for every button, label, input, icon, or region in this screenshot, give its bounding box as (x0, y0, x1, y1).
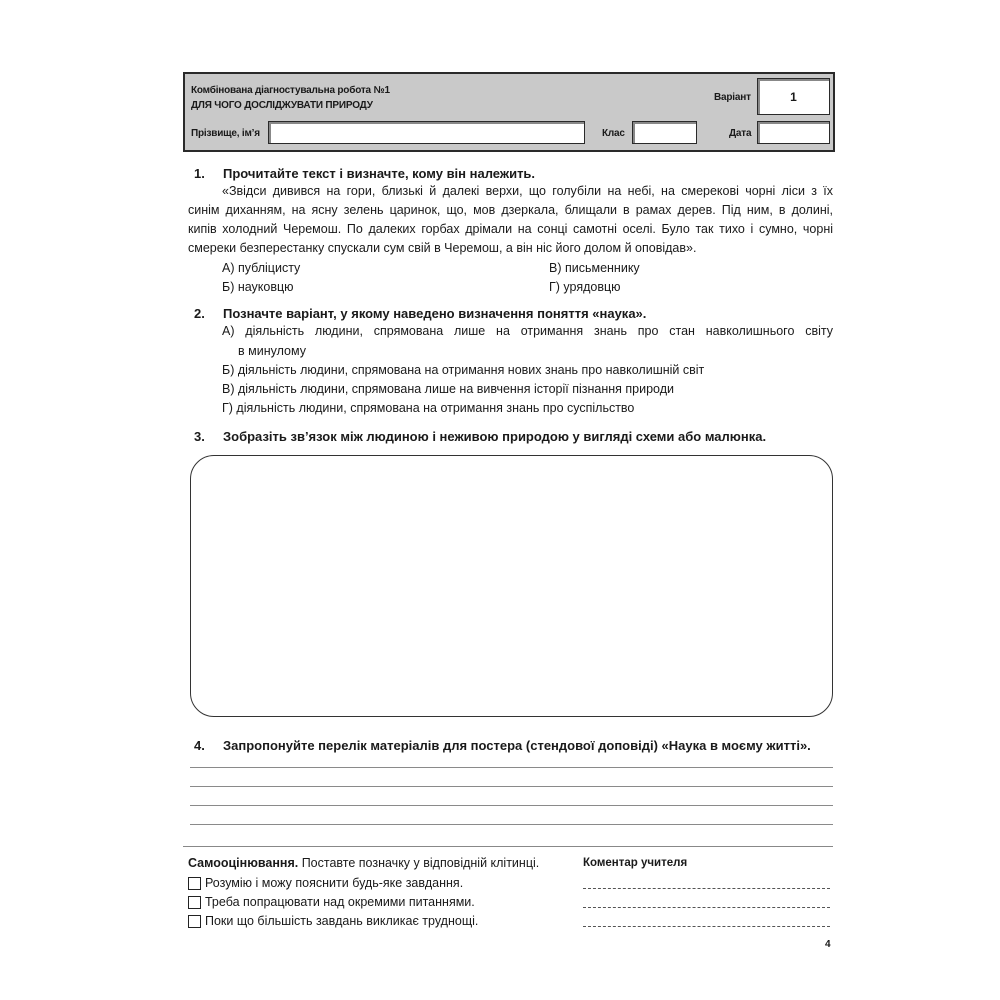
q2-option-c[interactable]: В) діяльність людини, спрямована лише на вивчення історії пізнання природи (222, 382, 674, 396)
self-item-2: Треба попрацювати над окремими питаннями. (205, 895, 475, 909)
variant-box (757, 78, 830, 115)
q1-passage-line-2: синім диханням, на ясну зелень царинок, що, мов дзеркала, блищали в рамах дерев. Під ним, в долині, (188, 203, 833, 217)
self-assessment-instruction: Поставте позначку у відповідній клітинці. (298, 856, 540, 870)
q1-option-d[interactable]: Г) урядовцю (549, 280, 621, 294)
q4-number: 4. (194, 738, 205, 753)
answer-line[interactable] (190, 824, 833, 825)
comment-line[interactable] (583, 907, 830, 908)
date-label: Дата (729, 128, 752, 139)
comment-line[interactable] (583, 926, 830, 927)
date-field[interactable] (757, 121, 830, 144)
work-title: Комбінована діагностувальна робота №1 (191, 85, 390, 96)
topic-title: ДЛЯ ЧОГО ДОСЛІДЖУВАТИ ПРИРОДУ (191, 100, 373, 111)
q1-number: 1. (194, 166, 205, 181)
page-number: 4 (825, 939, 831, 950)
variant-label: Варіант (714, 92, 751, 103)
q1-option-b[interactable]: Б) науковцю (222, 280, 294, 294)
q2-prompt: Позначте варіант, у якому наведено визначення поняття «наука». (223, 306, 647, 321)
name-label: Прізвище, ім’я (191, 128, 260, 139)
self-item-1: Розумію і можу пояснити будь-яке завдання. (205, 876, 464, 890)
q1-option-c[interactable]: В) письменнику (549, 261, 640, 275)
q1-passage-line-3: кипів холодний Черемош. По далеких горбах дрімали на сонці самотні оселі. Було так тихо і сумно, чорні (188, 222, 833, 236)
q2-number: 2. (194, 306, 205, 321)
q1-passage-line-1: «Звідси дивився на гори, близькі й далекі верхи, що голубіли на небі, на смерекові чорні ліси з їх (222, 184, 833, 198)
answer-line[interactable] (190, 805, 833, 806)
comment-line[interactable] (583, 888, 830, 889)
self-item-3: Поки що більшість завдань викликає труднощі. (205, 914, 479, 928)
q3-heading (194, 429, 834, 444)
name-field[interactable] (268, 121, 585, 144)
q4-heading (194, 738, 834, 753)
q2-option-a[interactable]: А) діяльність людини, спрямована лише на отримання знань про стан навколишнього світу (222, 324, 833, 338)
self-check-3[interactable] (188, 915, 201, 928)
q1-heading (194, 166, 834, 181)
answer-line[interactable] (190, 786, 833, 787)
section-divider (183, 846, 833, 847)
drawing-area[interactable] (190, 455, 833, 717)
q4-prompt: Запропонуйте перелік матеріалів для постера (стендової доповіді) «Наука в моєму житті». (223, 738, 811, 753)
q1-passage-line-4: смереки безперестанку спускали сум свій в Черемош, а він ніс його долом й оповідав». (188, 241, 697, 255)
q2-option-a-cont: в минулому (238, 344, 306, 358)
class-field[interactable] (632, 121, 697, 144)
q3-prompt: Зобразіть зв’язок між людиною і неживою природою у вигляді схеми або малюнка. (223, 429, 767, 444)
self-check-1[interactable] (188, 877, 201, 890)
teacher-comment-label: Коментар учителя (583, 857, 688, 869)
q2-heading (194, 306, 834, 321)
q1-prompt: Прочитайте текст і визначте, кому він належить. (223, 166, 536, 181)
variant-value: 1 (790, 89, 797, 104)
answer-line[interactable] (190, 767, 833, 768)
self-check-2[interactable] (188, 896, 201, 909)
class-label: Клас (602, 128, 625, 139)
q2-option-d[interactable]: Г) діяльність людини, спрямована на отримання знань про суспільство (222, 401, 635, 415)
q1-option-a[interactable]: А) публіцисту (222, 261, 301, 275)
self-assessment-title: Самооцінювання. (188, 856, 299, 870)
self-assessment-heading (188, 856, 539, 870)
q2-option-b[interactable]: Б) діяльність людини, спрямована на отримання нових знань про навколишній світ (222, 363, 705, 377)
q3-number: 3. (194, 429, 205, 444)
